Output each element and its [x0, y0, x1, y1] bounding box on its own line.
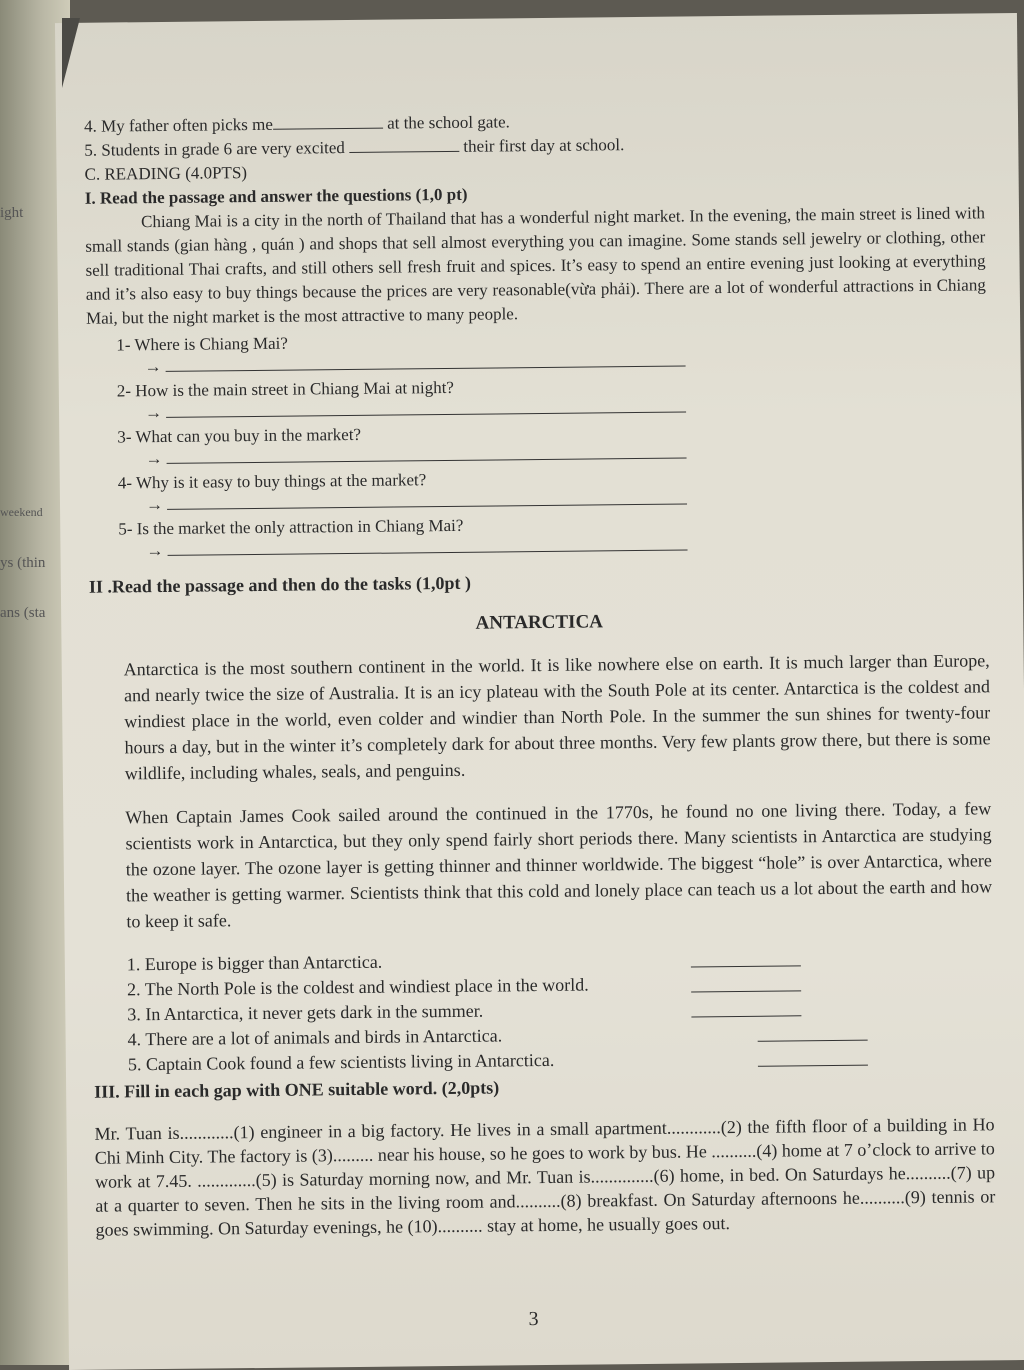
answer-blank[interactable] — [273, 114, 383, 130]
fill-in-passage: Mr. Tuan is............(1) engineer in a big factory. He lives in a small apartment............(2) the fifth floor of a building in Ho Chi Minh City. The factory is (3)......... near his house, so he goes to work by bus. He ..........(4) home at 7 o’clock to arrive to work at 7.45. .............(5) is Saturday morning now, and Mr. Tuan is..............(6) home, in bed. On Saturdays he..........(7) up at a quarter to seven. Then he sits in the living room and..........(8) breakfast. On Saturday afternoons he..........(9) tennis or goes swimming. On Saturday evenings, he (10).......... stay at home, he usually goes out. — [94, 1114, 996, 1240]
margin-fragment: ans (sta — [0, 605, 46, 621]
question: 4- Why is it easy to buy things at the market? — [117, 470, 427, 493]
answer-blank[interactable] — [758, 1026, 868, 1042]
statement-list — [93, 943, 994, 1077]
page-number: 3 — [528, 1308, 539, 1331]
statement: 4. There are a lot of animals and birds in Antarctica. — [127, 1018, 993, 1052]
section-heading: C. READING (4.0PTS) — [84, 163, 248, 184]
answer-blank[interactable] — [166, 351, 686, 371]
statement: 2. The North Pole is the coldest and windiest place in the world. — [127, 968, 993, 1002]
passage-title: ANTARCTICA — [475, 611, 604, 634]
answer-line: → — [146, 485, 988, 518]
answer-line: → — [145, 393, 987, 426]
question: 1- Where is Chiang Mai? — [116, 333, 288, 355]
answer-blank[interactable] — [691, 976, 801, 992]
antarctica-paragraph: Antarctica is the most southern continent in the world. It is like nowhere else on earth. It is much larger than Europe, and nearly twice the size of Australia. It is an icy plateau with the South Pole at its center. Antarctica is the coldest and windiest place in the world, even colder and windier than North Pole. In the summer the sun shines for twenty-four hours a day, but in the winter it’s completely dark for about three months. Very few plants grow there, but there is some wildlife, including whales, seals, and penguins. — [123, 650, 991, 784]
chiang-mai-passage: Chiang Mai is a city in the north of Thailand that has a wonderful night market. In the evening, the main street is lined with small stands (gian hàng , quán ) and shops that sell almost everything you can imagine. Some stands sell jewelry or clothing, other sell traditional Thai crafts, and still others sell fresh fruit and spices. It’s easy to spend an entire evening just looking at everything and it’s also easy to buy things because the prices are very reasonable(vừa phải). There are a lot of wonderful attractions in Chiang Mai, but the night market is the most attractive to many people. — [85, 203, 986, 328]
part2-heading: II .Read the passage and then do the tasks (1,0pt ) — [88, 572, 472, 597]
statement: 1. Europe is bigger than Antarctica. — [127, 943, 993, 977]
part1-heading: I. Read the passage and answer the questions (1,0 pt) — [84, 184, 468, 208]
answer-blank[interactable] — [691, 951, 801, 967]
margin-fragment: ys (thin — [0, 555, 46, 571]
answer-blank[interactable] — [349, 137, 459, 153]
page-corner-shadow — [62, 18, 80, 88]
answer-line: → — [145, 439, 987, 472]
top-item: 5. Students in grade 6 are very excited their first day at school. — [84, 135, 625, 160]
question: 2- How is the main street in Chiang Mai at night? — [116, 377, 455, 401]
answer-blank[interactable] — [167, 489, 687, 509]
answer-blank[interactable] — [167, 443, 687, 463]
answer-blank[interactable] — [691, 1001, 801, 1017]
margin-fragment: ight — [0, 205, 24, 221]
part3-heading: III. Fill in each gap with ONE suitable word. (2,0pts) — [94, 1077, 500, 1102]
question: 5- Is the market the only attraction in Chiang Mai? — [118, 515, 464, 539]
statement: 5. Captain Cook found a few scientists living in Antarctica. — [128, 1043, 994, 1077]
answer-blank[interactable] — [168, 535, 688, 555]
antarctica-paragraph: When Captain James Cook sailed around the continued in the 1770s, he found no one living there. Today, a few scientists work in Antarctica, but they only spend fairly short periods there. Many scientists in Antarctica are studying the ozone layer. The ozone layer is getting thinner and thinner worldwide. The biggest “hole” is over Antarctica, where the weather is getting warmer. Scientists think that this cold and lonely place can teach us a lot about the earth and how to keep it safe. — [125, 798, 993, 932]
margin-fragment: weekend — [0, 505, 43, 519]
top-item: 4. My father often picks me at the school gate. — [83, 112, 510, 136]
answer-blank[interactable] — [166, 397, 686, 417]
statement: 3. In Antarctica, it never gets dark in the summer. — [127, 993, 993, 1027]
question-list — [86, 325, 988, 564]
answer-blank[interactable] — [758, 1051, 868, 1067]
answer-line: → — [144, 347, 986, 380]
question: 3- What can you buy in the market? — [117, 424, 362, 447]
worksheet-page — [55, 13, 1024, 1370]
answer-line: → — [146, 531, 988, 564]
